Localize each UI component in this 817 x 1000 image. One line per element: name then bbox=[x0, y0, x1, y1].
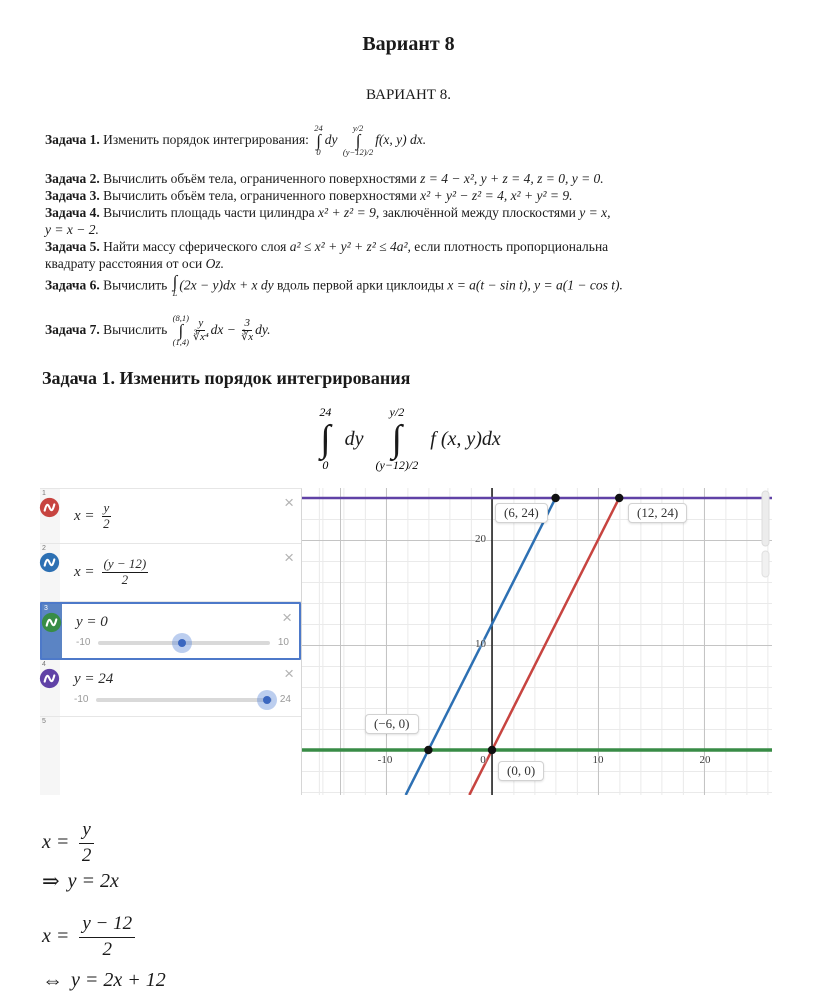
integral-glyph: ∫ bbox=[178, 320, 184, 340]
task-7-math: dx − bbox=[210, 321, 236, 337]
integral-sign bbox=[343, 124, 373, 158]
task-3-text: Вычислить объём тела, ограниченного поверхностями bbox=[99, 187, 421, 203]
scrollbar-thumb[interactable] bbox=[762, 491, 769, 546]
task-5-label: Задача 5. bbox=[45, 238, 100, 254]
integral-lower-limit: L bbox=[172, 287, 178, 298]
task-1-math: dy bbox=[324, 131, 338, 147]
task-5 bbox=[45, 238, 778, 272]
expression-content[interactable] bbox=[60, 489, 301, 543]
desmos-calculator bbox=[40, 488, 772, 795]
curve-style-icon[interactable] bbox=[41, 612, 62, 633]
slider[interactable] bbox=[76, 637, 289, 648]
fraction-numerator: y bbox=[103, 499, 110, 515]
task-2-math: z = 4 − x², y + z = 4, z = 0, y = 0. bbox=[420, 170, 604, 186]
x-axis-tick: 0 bbox=[480, 754, 486, 766]
integral-upper-limit: 24 bbox=[314, 122, 323, 133]
fraction-numerator: y bbox=[198, 317, 204, 330]
task-3 bbox=[45, 187, 778, 204]
fraction bbox=[79, 912, 135, 962]
slider-max-label: 10 bbox=[277, 637, 289, 648]
task-2-text: Вычислить объём тела, ограниченного поверхностями bbox=[99, 170, 421, 186]
section-heading: Задача 1. Изменить порядок интегрирования bbox=[42, 368, 411, 388]
equation-text: f (x, y)dx bbox=[430, 427, 501, 450]
fraction-numerator: 3 bbox=[244, 317, 250, 330]
task-2-label: Задача 2. bbox=[45, 170, 100, 186]
equation-text: x = bbox=[42, 831, 70, 854]
integral-glyph: ∫ bbox=[172, 271, 178, 291]
expression-text: x = bbox=[74, 507, 95, 524]
slider-track[interactable] bbox=[96, 698, 271, 702]
integral-sign bbox=[318, 406, 332, 472]
solution-eq-4 bbox=[42, 968, 166, 993]
fraction-numerator: y bbox=[79, 818, 93, 844]
expression-row-4[interactable] bbox=[40, 660, 301, 717]
task-6-label: Задача 6. bbox=[45, 276, 100, 292]
task-4-math: y = x − 2. bbox=[45, 221, 99, 237]
task-1-label: Задача 1. bbox=[45, 131, 100, 147]
integral-upper-limit: (8,1) bbox=[172, 312, 189, 323]
fraction bbox=[102, 501, 112, 532]
integral-glyph: ∫ bbox=[355, 130, 361, 150]
integral-lower-limit: (1,4) bbox=[172, 337, 189, 348]
task-1-text: Изменить порядок интегрирования: bbox=[99, 131, 313, 147]
solution-eq-1 bbox=[42, 818, 96, 868]
slider[interactable] bbox=[74, 694, 291, 705]
expression-content-empty[interactable] bbox=[60, 717, 301, 795]
graph-canvas[interactable] bbox=[302, 488, 772, 795]
task-4-text: заключённой между плоскостями bbox=[379, 204, 580, 220]
expression-gutter bbox=[42, 604, 62, 658]
fraction-numerator: y − 12 bbox=[79, 912, 135, 938]
task-7-math: dy. bbox=[255, 321, 271, 337]
integral-lower-limit: (y−12)/2 bbox=[375, 458, 419, 473]
task-4-math: x² + z² = 9, bbox=[318, 204, 380, 220]
row-number: 3 bbox=[44, 605, 48, 612]
task-4-text: Вычислить площадь части цилиндра bbox=[99, 204, 319, 220]
implies-arrow: ⇒ bbox=[42, 869, 60, 893]
curve-style-icon[interactable] bbox=[39, 552, 60, 573]
fraction bbox=[79, 818, 93, 868]
fraction-denominator: ∛x bbox=[241, 330, 254, 343]
task-6-text: Вычислить bbox=[99, 276, 171, 292]
slider-handle[interactable] bbox=[172, 633, 192, 653]
document-subtitle: ВАРИАНТ 8. bbox=[366, 87, 451, 103]
scrollbar-thumb[interactable] bbox=[762, 551, 769, 577]
row-number: 5 bbox=[42, 718, 46, 725]
fraction-denominator: 2 bbox=[81, 844, 92, 866]
x-axis-tick: 20 bbox=[699, 754, 711, 766]
slider-max-label: 24 bbox=[279, 694, 291, 705]
integral-sign bbox=[314, 124, 323, 158]
slider-min-label: -10 bbox=[74, 694, 89, 705]
task-6-math: x = a(t − sin t), y = a(1 − cos t). bbox=[447, 276, 623, 292]
task-6-text: вдоль первой арки циклоиды bbox=[273, 276, 448, 292]
equation-text: dy bbox=[344, 427, 364, 450]
expression-list bbox=[40, 488, 302, 795]
expression-row-3[interactable] bbox=[40, 602, 301, 660]
integral-lower-limit: 0 bbox=[316, 147, 321, 158]
integral-glyph: ∫ bbox=[320, 418, 331, 461]
display-integral bbox=[0, 406, 817, 472]
solution-eq-2 bbox=[42, 869, 119, 894]
expression-text: y = 24 bbox=[74, 671, 114, 687]
equation-text: x = bbox=[42, 925, 70, 948]
task-2 bbox=[45, 170, 778, 187]
curve-style-icon[interactable] bbox=[39, 668, 60, 689]
fraction-numerator: (y − 12) bbox=[103, 556, 147, 572]
fraction bbox=[241, 317, 253, 343]
fraction-denominator: 2 bbox=[102, 938, 112, 960]
expression-content[interactable] bbox=[60, 660, 301, 716]
y-axis-tick: 10 bbox=[475, 638, 486, 650]
equation-text: y = 2x + 12 bbox=[71, 969, 166, 991]
row-number: 1 bbox=[42, 490, 46, 497]
integral-sign bbox=[173, 314, 189, 348]
expression-gutter bbox=[40, 544, 60, 601]
task-4-label: Задача 4. bbox=[45, 204, 100, 220]
task-7-label: Задача 7. bbox=[45, 321, 100, 337]
integral-lower-limit: (y−12)/2 bbox=[342, 147, 374, 158]
task-1-math: f(x, y) dx. bbox=[375, 131, 427, 147]
task-6 bbox=[45, 271, 778, 299]
point-label: (0, 0) bbox=[498, 761, 544, 781]
point-12-24[interactable] bbox=[615, 494, 623, 502]
curve-style-icon[interactable] bbox=[39, 497, 60, 518]
fraction-denominator: 2 bbox=[103, 515, 110, 531]
expression-row-2[interactable] bbox=[40, 544, 301, 602]
expression-gutter bbox=[40, 717, 60, 795]
task-7-text: Вычислить bbox=[99, 321, 171, 337]
slider-min-label: -10 bbox=[76, 637, 91, 648]
task-4 bbox=[45, 204, 778, 238]
integral-glyph: ∫ bbox=[316, 130, 321, 150]
fraction-denominator: ∛x⁴ bbox=[192, 330, 209, 343]
expression-content[interactable] bbox=[60, 544, 301, 601]
x-axis-tick: -10 bbox=[377, 754, 393, 766]
task-5-text: квадрату расстояния от оси bbox=[45, 255, 206, 271]
point-0-0[interactable] bbox=[488, 746, 496, 754]
integral-lower-limit: 0 bbox=[322, 458, 329, 473]
task-3-label: Задача 3. bbox=[45, 187, 100, 203]
row-number: 2 bbox=[42, 545, 46, 552]
close-icon[interactable]: × bbox=[282, 608, 292, 627]
expression-row-1[interactable] bbox=[40, 489, 301, 544]
task-5-text: если плотность пропорциональна bbox=[410, 238, 609, 254]
expression-text: x = bbox=[74, 564, 95, 580]
point-minus6-0[interactable] bbox=[424, 746, 432, 754]
task-6-math: (2x − y)dx + x dy bbox=[179, 276, 274, 292]
integral-upper-limit: y/2 bbox=[389, 405, 405, 419]
point-6-24[interactable] bbox=[551, 494, 559, 502]
integral-upper-limit: y/2 bbox=[352, 122, 364, 133]
task-4-math: y = x, bbox=[579, 204, 611, 220]
task-3-math: x² + y² − z² = 4, x² + y² = 9. bbox=[420, 187, 573, 203]
solution-eq-3 bbox=[42, 912, 137, 962]
task-5-text: Найти массу сферического слоя bbox=[99, 238, 290, 254]
task-5-math: a² ≤ x² + y² + z² ≤ 4a², bbox=[289, 238, 411, 254]
point-label: (6, 24) bbox=[495, 503, 548, 523]
x-axis-tick: 10 bbox=[592, 754, 604, 766]
point-label: (−6, 0) bbox=[365, 714, 419, 734]
iff-arrow: ⇔ bbox=[42, 968, 63, 992]
point-label: (12, 24) bbox=[628, 503, 687, 523]
fraction-denominator: 2 bbox=[121, 572, 129, 587]
task-5-math: Oz. bbox=[205, 255, 224, 271]
integral-upper-limit: 24 bbox=[319, 405, 332, 419]
fraction bbox=[102, 557, 149, 588]
expression-content[interactable] bbox=[62, 604, 299, 658]
integral-glyph: ∫ bbox=[391, 418, 403, 461]
integral-sign bbox=[376, 406, 419, 472]
y-axis-tick: 20 bbox=[475, 533, 486, 545]
equation-text: y = 2x bbox=[67, 870, 119, 892]
integral-sign bbox=[172, 271, 178, 299]
expression-gutter bbox=[40, 489, 60, 543]
expression-row-5[interactable] bbox=[40, 717, 301, 795]
row-number: 4 bbox=[42, 661, 46, 668]
slider-handle[interactable] bbox=[257, 690, 277, 710]
task-7 bbox=[45, 314, 778, 348]
expression-gutter bbox=[40, 660, 60, 716]
fraction bbox=[193, 317, 209, 343]
task-1 bbox=[45, 124, 778, 158]
document-title: Вариант 8 bbox=[362, 33, 455, 55]
close-icon[interactable]: × bbox=[284, 664, 294, 683]
slider-track[interactable] bbox=[98, 641, 269, 645]
close-icon[interactable]: × bbox=[284, 493, 294, 512]
close-icon[interactable]: × bbox=[284, 548, 294, 567]
expression-text: y = 0 bbox=[76, 614, 108, 630]
